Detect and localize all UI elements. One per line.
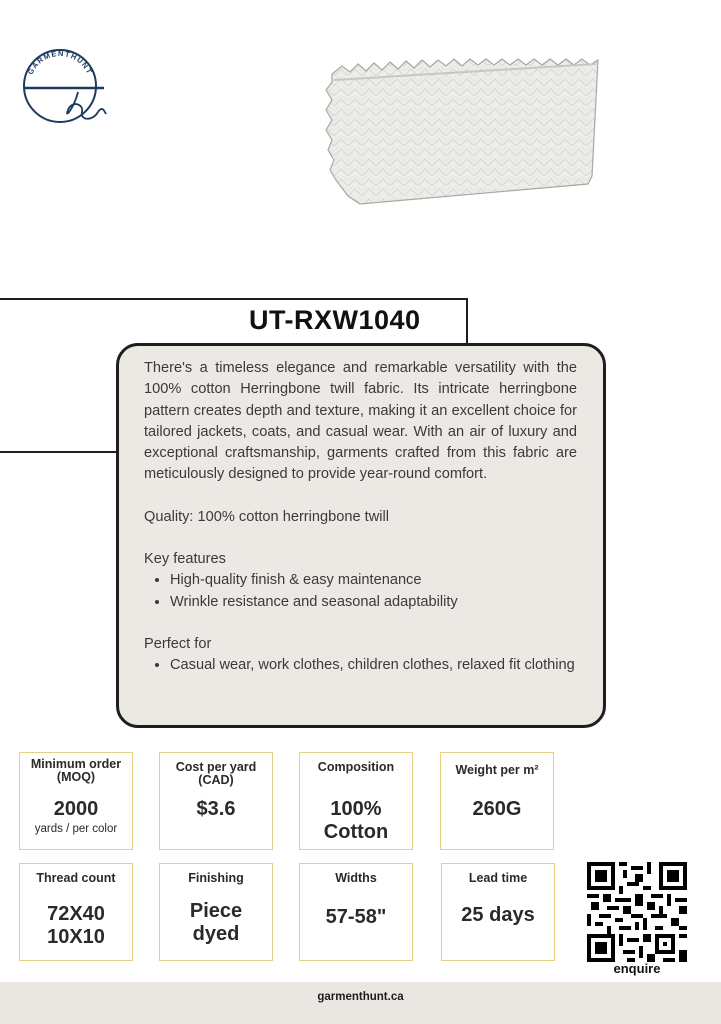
list-item: • High-quality finish & easy maintenance [170,570,577,591]
list-item: • Wrinkle resistance and seasonal adaptability [170,592,577,613]
website-link[interactable]: garmenthunt.ca [317,991,404,1003]
spec-value: 100% Cotton [323,798,389,843]
garmenthunt-logo [18,46,110,126]
spec-value: 57-58" [325,906,387,928]
spec-card-thread-count [19,863,133,961]
quality-text: Quality: 100% cotton herringbone twill [144,508,389,525]
perfect-for-heading: Perfect for [144,635,212,652]
spec-value: 260G [472,798,522,820]
fabric-swatch-image [320,56,605,211]
spec-label: Widths [335,871,377,885]
spec-card-weight [440,752,554,850]
spec-label: Thread count [36,871,116,885]
spec-label: Minimum order (MOQ) [30,757,122,784]
spec-label: Weight per m² [455,763,539,777]
spec-value: 25 days [461,904,535,926]
spec-value: Piece dyed [189,900,243,945]
spec-card-composition [299,752,413,850]
spec-card-finishing [159,863,273,961]
spec-card-cost [159,752,273,850]
spec-sub: yards / per color [34,823,118,835]
spec-card-widths [299,863,413,961]
description-box [116,343,606,728]
svg-text:GARMENTHUNT: GARMENTHUNT [25,48,95,77]
footer-bar [0,982,721,1024]
spec-value: 2000 [53,798,99,820]
list-item: • Casual wear, work clothes, children clothes, relaxed fit clothing [170,655,577,676]
product-code: UT-RXW1040 [249,305,421,335]
spec-label: Composition [317,760,395,774]
spec-value: 72X40 10X10 [47,903,105,948]
spec-label: Cost per yard (CAD) [175,760,257,787]
spec-label: Lead time [468,871,528,885]
perfect-for-list [144,655,577,676]
spec-label: Finishing [188,871,244,885]
features-list [144,570,577,613]
features-heading: Key features [144,551,226,568]
spec-card-moq [19,752,133,850]
enquire-qr-code[interactable] [586,862,688,962]
spec-value: $3.6 [196,798,236,820]
spec-card-lead-time [441,863,555,961]
enquire-label: enquire [613,961,661,976]
description-intro: There's a timeless elegance and remarkable versatility with the 100% cotton Herringbone twill fabric. Its intricate herringbone pattern creates depth and texture, making it an excellent choice for tailored jackets, coats, and casual wear. With an air of luxury and exceptional craftsmanship, garments crafted from this fabric are meticulously designed to provide year-round comfort. [144,360,577,483]
